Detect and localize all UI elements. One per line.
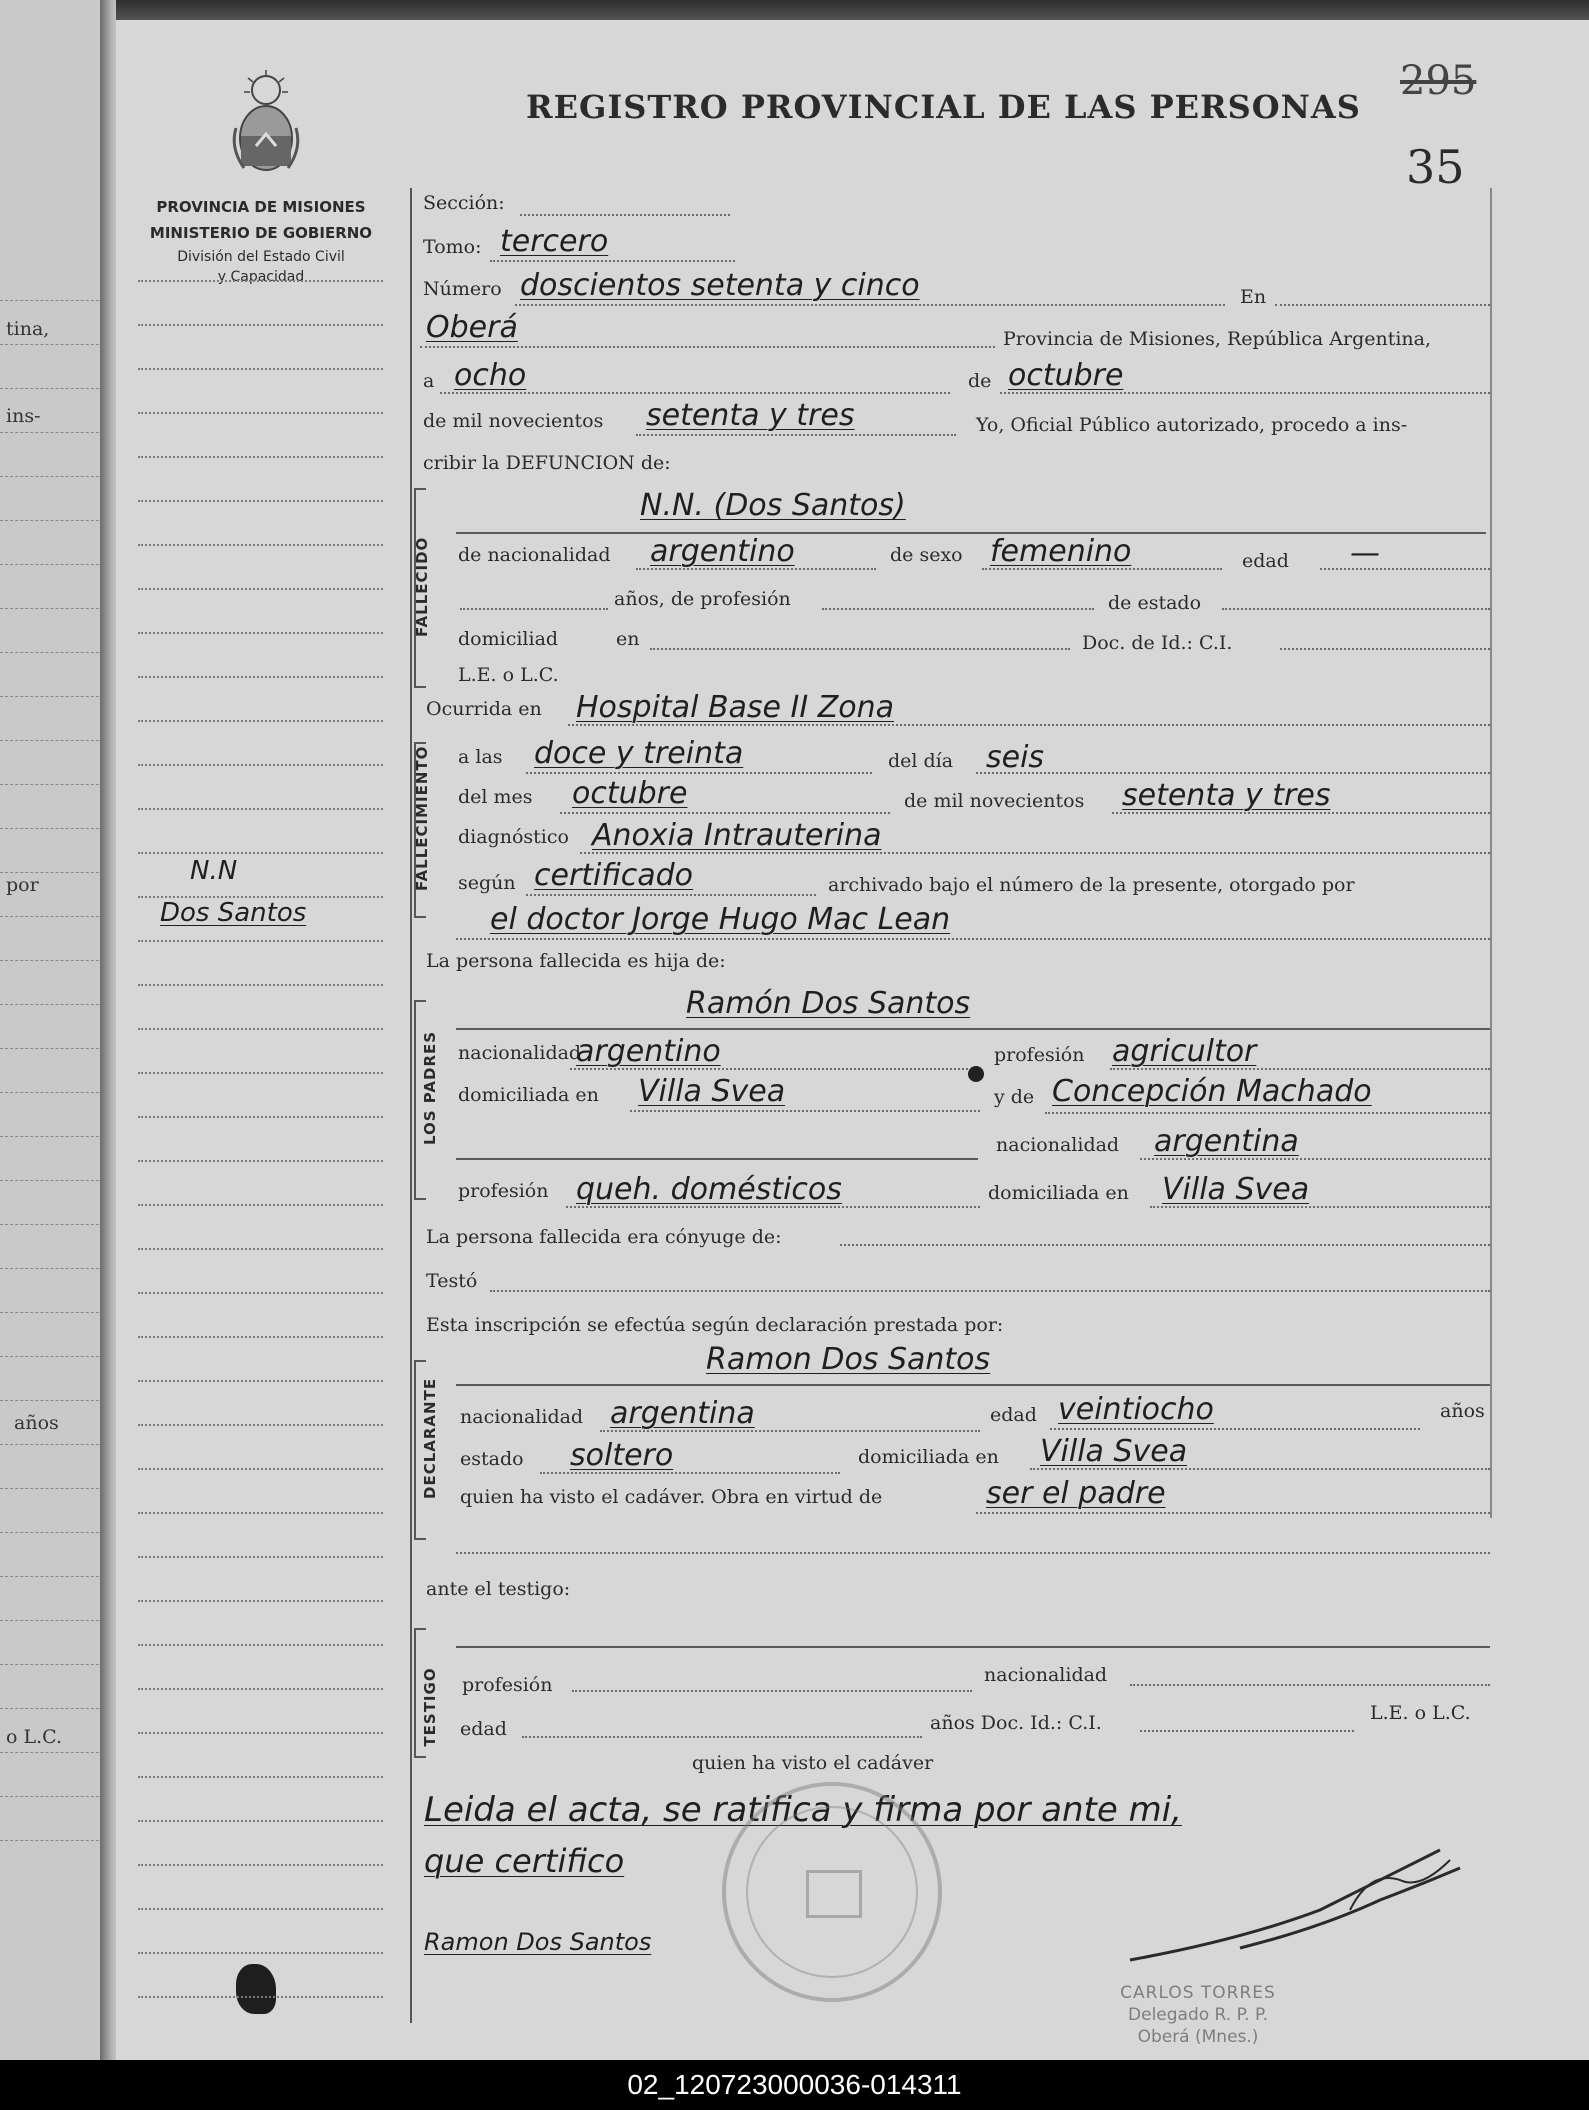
- label-a-las: a las: [458, 746, 503, 768]
- margin-ruled-line: [138, 1248, 383, 1250]
- margin-note-line1: N.N: [190, 856, 238, 886]
- margin-ruled-line: [138, 1732, 383, 1734]
- prev-ruled-line: [0, 1356, 104, 1357]
- margin-ruled-line: [138, 632, 383, 634]
- value-sexo: femenino: [990, 534, 1132, 569]
- label-nacionalidad: nacionalidad: [458, 1042, 582, 1064]
- margin-ruled-line: [138, 1600, 383, 1602]
- label-de-estado: de estado: [1108, 592, 1202, 614]
- prev-ruled-line: [0, 1048, 104, 1049]
- prev-fragment: o L.C.: [6, 1726, 63, 1748]
- value-hora: doce y treinta: [534, 736, 744, 771]
- value-nacionalidad: argentino: [650, 534, 795, 569]
- value-nombre: N.N. (Dos Santos): [640, 488, 906, 523]
- label-domiciliada-en: domiciliada en: [458, 1084, 599, 1106]
- field-line: [522, 1736, 922, 1738]
- field-line: [1130, 1684, 1490, 1686]
- label-y-de: y de: [994, 1086, 1035, 1108]
- prev-ruled-line: [0, 784, 104, 785]
- field-line: [456, 938, 1490, 940]
- value-madre-prof: queh. domésticos: [576, 1172, 842, 1207]
- margin-ruled-line: [138, 368, 383, 370]
- margin-ruled-line: [138, 1336, 383, 1338]
- label-diagnostico: diagnóstico: [458, 826, 569, 848]
- label-doc-id: Doc. de Id.: C.I.: [1082, 632, 1233, 654]
- margin-rule: [410, 188, 412, 2023]
- margin-ruled-line: [138, 1512, 383, 1514]
- prev-fragment: tina,: [6, 318, 50, 340]
- field-line: [420, 346, 995, 348]
- prev-fragment: ins-: [6, 405, 41, 427]
- field-line: [976, 1512, 1490, 1514]
- closing-text-line1: Leida el acta, se ratifica y firma por ante mi,: [424, 1790, 1182, 1830]
- margin-ruled-line: [138, 1644, 383, 1646]
- field-line: [572, 1690, 972, 1692]
- margin-ruled-line: [138, 1864, 383, 1866]
- prev-ruled-line: [0, 740, 104, 741]
- value-madre-dom: Villa Svea: [1162, 1172, 1310, 1207]
- label-a: a: [423, 370, 435, 392]
- label-del-mes: del mes: [458, 786, 533, 808]
- label-en2: en: [616, 628, 640, 650]
- margin-note-line2: Dos Santos: [160, 898, 307, 928]
- label-provincia: Provincia de Misiones, República Argentina,: [1003, 328, 1432, 350]
- agency-line: MINISTERIO DE GOBIERNO: [149, 224, 373, 242]
- label-t-le-lc: L.E. o L.C.: [1370, 1702, 1471, 1724]
- prev-fragment: años: [14, 1412, 59, 1434]
- margin-ruled-line: [138, 1028, 383, 1030]
- stamp-name: CARLOS TORRES: [1120, 1983, 1276, 2003]
- prev-ruled-line: [0, 1532, 104, 1533]
- field-line: [1110, 1068, 1490, 1070]
- stamp-place: Oberá (Mnes.): [1137, 2027, 1259, 2047]
- page-title: REGISTRO PROVINCIAL DE LAS PERSONAS: [526, 88, 1361, 126]
- value-padre-prof: agricultor: [1112, 1034, 1257, 1069]
- field-line: [1030, 1468, 1490, 1470]
- margin-ruled-line: [138, 1424, 383, 1426]
- prev-ruled-line: [0, 1312, 104, 1313]
- label-de-mil: de mil novecientos: [423, 410, 604, 432]
- prev-ruled-line: [0, 872, 104, 873]
- field-line: [1222, 608, 1490, 610]
- previous-page-edge: [0, 0, 104, 2060]
- ink-blot: [236, 1964, 276, 2014]
- margin-ruled-line: [138, 720, 383, 722]
- prev-fragment: por: [6, 874, 39, 896]
- field-line: [822, 608, 1094, 610]
- value-decl-nac: argentina: [610, 1396, 755, 1431]
- value-mes-fallec: octubre: [572, 776, 688, 811]
- value-segun: certificado: [534, 858, 694, 893]
- label-profesion: profesión: [994, 1044, 1085, 1066]
- prev-ruled-line: [0, 1840, 104, 1841]
- field-line: [1140, 1158, 1490, 1160]
- field-line: [490, 1290, 1490, 1292]
- value-madre: Concepción Machado: [1052, 1074, 1372, 1109]
- field-line: [1275, 304, 1490, 306]
- margin-ruled-line: [138, 808, 383, 810]
- label-t-nacionalidad: nacionalidad: [984, 1664, 1108, 1686]
- field-line: [440, 392, 950, 394]
- label-t-profesion: profesión: [462, 1674, 553, 1696]
- label-conyuge: La persona fallecida era cónyuge de:: [426, 1226, 782, 1248]
- value-dia: ocho: [454, 358, 527, 393]
- field-line: [526, 772, 872, 774]
- field-line: [650, 648, 1070, 650]
- label-t-edad: edad: [460, 1718, 507, 1740]
- label-en: En: [1240, 286, 1267, 308]
- field-line: [515, 304, 1225, 306]
- field-line: [1112, 812, 1490, 814]
- label-t-anos-doc: años Doc. Id.: C.I.: [930, 1712, 1102, 1734]
- label-archivado: archivado bajo el número de la presente, otorgado por: [828, 874, 1355, 896]
- field-line: [456, 1028, 1490, 1030]
- field-line: [840, 1244, 1490, 1246]
- label-de: de: [968, 370, 992, 392]
- label-domiciliad: domiciliad: [458, 628, 559, 650]
- field-line: [1045, 1112, 1490, 1114]
- label-seccion: Sección:: [423, 192, 505, 214]
- field-line: [600, 1430, 980, 1432]
- label-yo: Yo, Oficial Público autorizado, procedo a ins-: [976, 414, 1408, 436]
- value-lugar-ocurrida: Hospital Base II Zona: [576, 690, 895, 725]
- official-signature: [1120, 1830, 1490, 1970]
- value-decl-edad: veintiocho: [1058, 1392, 1214, 1427]
- label-de-mil2: de mil novecientos: [904, 790, 1085, 812]
- closing-text-line2: que certifico: [424, 1842, 625, 1880]
- label-d-domiciliada: domiciliada en: [858, 1446, 999, 1468]
- label-sexo: de sexo: [890, 544, 963, 566]
- margin-ruled-line: [138, 1952, 383, 1954]
- margin-ruled-line: [138, 896, 383, 898]
- prev-ruled-line: [0, 1796, 104, 1797]
- value-madre-nac: argentina: [1154, 1124, 1299, 1159]
- margin-ruled-line: [138, 1908, 383, 1910]
- label-le-lc: L.E. o L.C.: [458, 664, 559, 686]
- field-line: [1280, 648, 1490, 650]
- value-anio-fallec: setenta y tres: [1122, 778, 1331, 813]
- agency-line: División del Estado Civil: [177, 249, 345, 265]
- field-line: [490, 260, 735, 262]
- folio-number: 35: [1406, 140, 1465, 194]
- label-ante-testigo: ante el testigo:: [426, 1578, 571, 1600]
- agency-block: [132, 193, 390, 291]
- field-line: [982, 568, 1222, 570]
- label-inscripcion: Esta inscripción se efectúa según declaración prestada por:: [426, 1314, 1004, 1336]
- prev-ruled-line: [0, 1620, 104, 1621]
- margin-ruled-line: [138, 852, 383, 854]
- value-mes: octubre: [1008, 358, 1124, 393]
- label-domiciliada-en2: domiciliada en: [988, 1182, 1129, 1204]
- margin-ruled-line: [138, 1072, 383, 1074]
- margin-ruled-line: [138, 1292, 383, 1294]
- field-line: [976, 772, 1490, 774]
- value-lugar: Oberá: [426, 310, 518, 345]
- field-line: [540, 1472, 840, 1474]
- prev-ruled-line: [0, 1268, 104, 1269]
- section-tab-declarante: DECLARANTE: [421, 1377, 439, 1499]
- margin-ruled-line: [138, 1688, 383, 1690]
- label-ocurrida: Ocurrida en: [426, 698, 542, 720]
- field-line: [1000, 392, 1490, 394]
- value-dia-fallec: seis: [986, 740, 1045, 775]
- label-edad: edad: [1242, 550, 1289, 572]
- field-line: [580, 852, 1490, 854]
- margin-ruled-line: [138, 764, 383, 766]
- prev-ruled-line: [0, 1400, 104, 1401]
- prev-ruled-line: [0, 432, 104, 433]
- label-profesion2: profesión: [458, 1180, 549, 1202]
- field-line: [560, 812, 890, 814]
- field-line: [456, 1158, 978, 1160]
- margin-ruled-line: [138, 1380, 383, 1382]
- prev-ruled-line: [0, 1576, 104, 1577]
- field-line: [566, 1206, 980, 1208]
- margin-ruled-line: [138, 456, 383, 458]
- value-padre-nac: argentino: [576, 1034, 721, 1069]
- field-line: [1140, 1730, 1354, 1732]
- margin-ruled-line: [138, 544, 383, 546]
- value-decl-dom: Villa Svea: [1040, 1434, 1188, 1469]
- prev-ruled-line: [0, 344, 104, 345]
- prev-ruled-line: [0, 300, 104, 301]
- value-padre: Ramón Dos Santos: [686, 986, 971, 1021]
- margin-ruled-line: [138, 324, 383, 326]
- prev-ruled-line: [0, 564, 104, 565]
- section-tab-padres: LOS PADRES: [421, 1030, 439, 1145]
- agency-line: y Capacidad: [217, 269, 305, 285]
- margin-ruled-line: [138, 1468, 383, 1470]
- label-nacionalidad2: nacionalidad: [996, 1134, 1120, 1156]
- prev-ruled-line: [0, 388, 104, 389]
- field-line: [1320, 568, 1490, 570]
- section-tab-fallecimiento: FALLECIMIENTO: [413, 745, 431, 891]
- label-d-quien: quien ha visto el cadáver. Obra en virtud de: [460, 1486, 883, 1508]
- prev-ruled-line: [0, 608, 104, 609]
- prev-ruled-line: [0, 520, 104, 521]
- prev-ruled-line: [0, 476, 104, 477]
- prev-ruled-line: [0, 1136, 104, 1137]
- prev-ruled-line: [0, 828, 104, 829]
- field-line: [456, 1646, 1490, 1648]
- label-t-quien: quien ha visto el cadáver: [692, 1752, 934, 1774]
- prev-ruled-line: [0, 1488, 104, 1489]
- prev-ruled-line: [0, 1004, 104, 1005]
- value-anio: setenta y tres: [646, 398, 855, 433]
- prev-ruled-line: [0, 1752, 104, 1753]
- field-line: [456, 532, 1486, 534]
- label-testo: Testó: [426, 1270, 478, 1292]
- prev-ruled-line: [0, 960, 104, 961]
- value-decl-virtud: ser el padre: [986, 1476, 1166, 1511]
- label-del-dia: del día: [888, 750, 954, 772]
- value-tomo: tercero: [500, 224, 609, 259]
- value-padre-dom: Villa Svea: [638, 1074, 786, 1109]
- field-line: [526, 894, 816, 896]
- scan-footer: 02_120723000036-014311: [0, 2060, 1589, 2110]
- section-tab-testigo: TESTIGO: [421, 1667, 439, 1747]
- margin-ruled-line: [138, 1776, 383, 1778]
- field-line: [636, 568, 876, 570]
- field-line: [460, 608, 608, 610]
- prev-ruled-line: [0, 1224, 104, 1225]
- officer-stamp: [1078, 1982, 1318, 2048]
- official-seal-icon: [722, 1782, 942, 2002]
- margin-ruled-line: [138, 1116, 383, 1118]
- label-tomo: Tomo:: [423, 236, 482, 258]
- value-declarante: Ramon Dos Santos: [706, 1342, 991, 1377]
- right-rule: [1490, 188, 1492, 1518]
- field-line: [1050, 1428, 1420, 1430]
- value-numero: doscientos setenta y cinco: [520, 268, 920, 303]
- margin-ruled-line: [138, 1996, 383, 1998]
- label-d-estado: estado: [460, 1448, 524, 1470]
- margin-ruled-line: [138, 676, 383, 678]
- margin-ruled-line: [138, 412, 383, 414]
- field-line: [456, 1384, 1490, 1386]
- field-line: [570, 1068, 980, 1070]
- margin-ruled-line: [138, 1820, 383, 1822]
- prev-ruled-line: [0, 1180, 104, 1181]
- value-edad: —: [1350, 536, 1380, 571]
- field-line: [456, 1552, 1490, 1554]
- margin-ruled-line: [138, 500, 383, 502]
- margin-ruled-line: [138, 1160, 383, 1162]
- margin-ruled-line: [138, 940, 383, 942]
- label-d-anos: años: [1440, 1400, 1485, 1422]
- label-de-nacionalidad: de nacionalidad: [458, 544, 611, 566]
- margin-ruled-line: [138, 984, 383, 986]
- stamp-role: Delegado R. P. P.: [1128, 2005, 1268, 2025]
- value-decl-estado: soltero: [570, 1438, 674, 1473]
- ink-dot: [968, 1066, 984, 1082]
- value-medico: el doctor Jorge Hugo Mac Lean: [490, 902, 951, 937]
- agency-line: PROVINCIA DE MISIONES: [156, 198, 366, 216]
- margin-ruled-line: [138, 588, 383, 590]
- prev-ruled-line: [0, 696, 104, 697]
- declarant-signature: Ramon Dos Santos: [424, 1928, 652, 1956]
- margin-ruled-line: [138, 1204, 383, 1206]
- prev-ruled-line: [0, 1664, 104, 1665]
- label-persona-hija: La persona fallecida es hija de:: [426, 950, 726, 972]
- field-line: [636, 434, 956, 436]
- folio-crossed: 295: [1400, 58, 1477, 104]
- prev-ruled-line: [0, 1092, 104, 1093]
- margin-ruled-line: [138, 280, 383, 282]
- label-d-edad: edad: [990, 1404, 1037, 1426]
- label-segun: según: [458, 872, 516, 894]
- margin-ruled-line: [138, 1556, 383, 1558]
- field-line: [520, 214, 730, 216]
- prev-ruled-line: [0, 1708, 104, 1709]
- prev-ruled-line: [0, 652, 104, 653]
- field-line: [568, 724, 1490, 726]
- label-numero: Número: [423, 278, 502, 300]
- value-diagnostico: Anoxia Intrauterina: [592, 818, 882, 853]
- label-cribir: cribir la DEFUNCION de:: [423, 452, 671, 474]
- field-line: [1150, 1206, 1490, 1208]
- prev-ruled-line: [0, 1444, 104, 1445]
- label-d-nacionalidad: nacionalidad: [460, 1406, 584, 1428]
- prev-ruled-line: [0, 916, 104, 917]
- field-line: [630, 1110, 980, 1112]
- coat-of-arms-icon: [226, 68, 306, 178]
- label-anos-profesion: años, de profesión: [614, 588, 791, 610]
- section-tab-fallecido: FALLECIDO: [413, 536, 431, 637]
